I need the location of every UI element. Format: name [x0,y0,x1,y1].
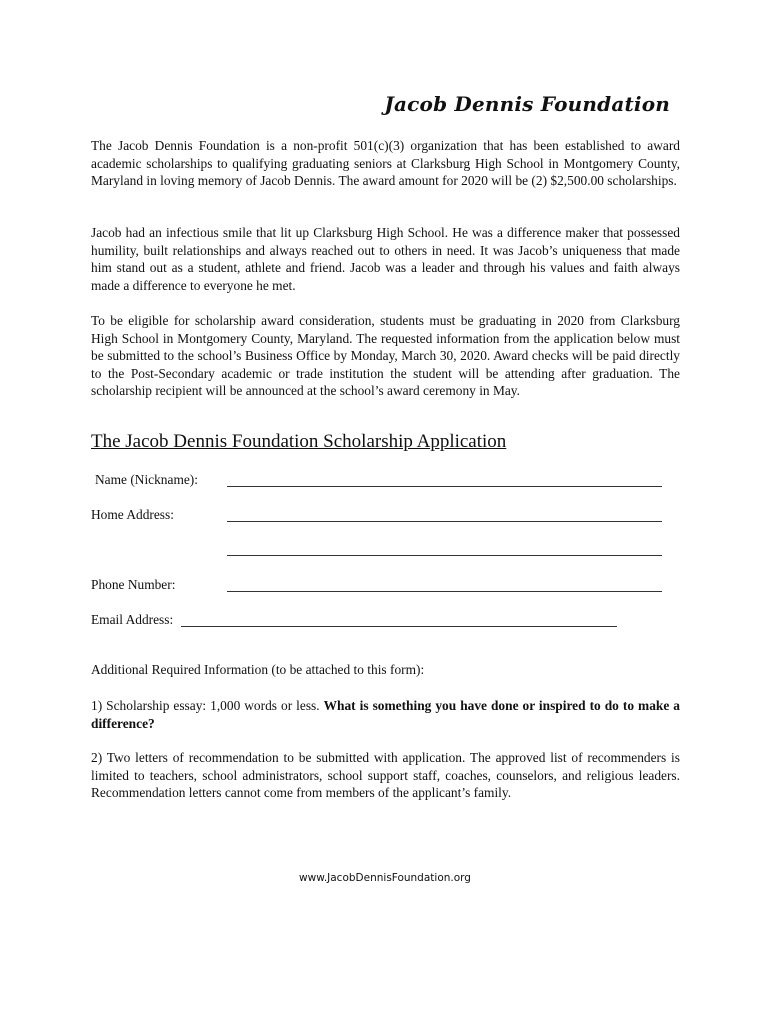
phone-number-label: Phone Number: [91,577,176,592]
application-title: The Jacob Dennis Foundation Scholarship Application [91,431,507,452]
essay-requirement-text: 1) Scholarship essay: 1,000 words or less. [91,698,320,713]
home-address-label: Home Address: [91,507,174,522]
requirement-essay [91,697,680,732]
name-field[interactable] [227,486,662,487]
intro-paragraph-3: To be eligible for scholarship award consideration, students must be graduating in 2020 from Clarksburg High School in Montgomery County, Maryland. The requested information from the application below must be submitted to the school’s Business Office by Monday, March 30, 2020. Award checks will be paid directly to the Post-Secondary academic or trade institution the student will be attending after graduation. The scholarship recipient will be announced at the school’s award ceremony in May. [91,313,680,398]
phone-number-field[interactable] [227,591,662,592]
intro-paragraph-2: Jacob had an infectious smile that lit up Clarksburg High School. He was a difference maker that possessed humility, built relationships and always reached out to others in need. It was Jacob’s uniqueness that made him stand out as a student, athlete and friend. Jacob was a leader and through his values and faith always made a difference to everyone he met. [91,225,680,293]
footer-url: www.JacobDennisFoundation.org [299,872,471,884]
additional-info-heading: Additional Required Information (to be attached to this form): [91,662,425,677]
requirement-recommendations: 2) Two letters of recommendation to be submitted with application. The approved list of recommenders is limited to teachers, school administrators, school support staff, coaches, counselors, and religious leaders. Recommendation letters cannot come from members of the applicant’s family. [91,750,680,800]
email-address-field[interactable] [181,626,617,627]
name-label: Name (Nickname): [95,472,198,487]
intro-paragraph-1: The Jacob Dennis Foundation is a non-profit 501(c)(3) organization that has been established to award academic scholarships to qualifying graduating seniors at Clarksburg High School in Montgomery County, Maryland in loving memory of Jacob Dennis. The award amount for 2020 will be (2) $2,500.00 scholarships. [91,138,680,188]
essay-prompt: What is something you have done or inspired to do to make a difference? [91,698,680,731]
home-address-field-line-2[interactable] [227,555,662,556]
home-address-field-line-1[interactable] [227,521,662,522]
foundation-title: Jacob Dennis Foundation [384,92,670,116]
email-address-label: Email Address: [91,612,174,627]
